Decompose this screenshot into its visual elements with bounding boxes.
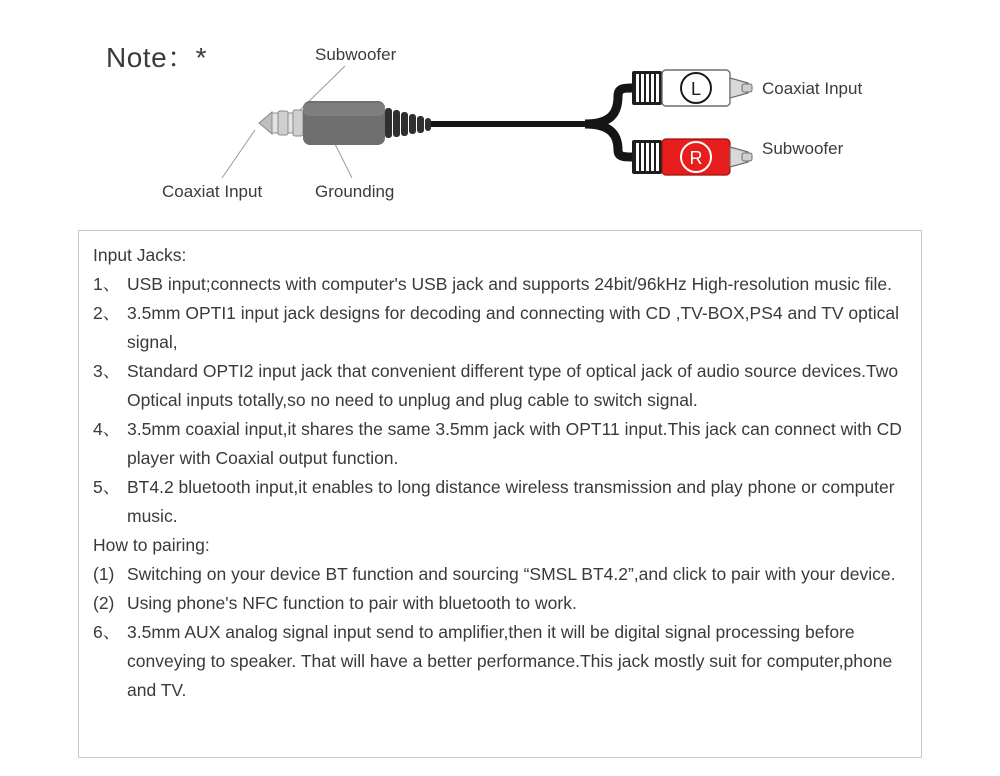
connector-letter-r: R — [689, 148, 703, 168]
pairing-marker: (2) — [93, 593, 115, 613]
label-subwoofer-right: Subwoofer — [762, 139, 844, 158]
list-marker: 2、 — [93, 303, 121, 323]
rca-connector-left — [632, 70, 752, 106]
connector-letter-l: L — [690, 79, 702, 99]
cable-diagram — [0, 0, 1000, 220]
list-marker: 5、 — [93, 477, 121, 497]
list-text: BT4.2 bluetooth input,it enables to long distance wireless transmission and play phone or computer music. — [127, 477, 895, 526]
list-item — [93, 415, 907, 473]
pairing-marker: (1) — [93, 564, 115, 584]
label-coaxial-input-right: Coaxiat Input — [762, 79, 863, 98]
input-jacks-panel — [78, 230, 922, 758]
list-text: 3.5mm coaxial input,it shares the same 3.5mm jack with OPT11 input.This jack can connect with CD player with Coaxial output function. — [127, 419, 902, 468]
list-item — [93, 618, 907, 705]
label-grounding: Grounding — [315, 182, 395, 201]
pairing-text: Using phone's NFC function to pair with bluetooth to work. — [127, 593, 577, 613]
pairing-heading: How to pairing: — [93, 535, 210, 555]
rca-connector-right — [632, 139, 752, 175]
list-text: Standard OPTI2 input jack that convenient different type of optical jack of audio source devices.Two Optical inputs totally,so no need to unplug and plug cable to switch signal. — [127, 361, 899, 410]
list-marker: 6、 — [93, 622, 121, 642]
list-text: 3.5mm OPTI1 input jack designs for decoding and connecting with CD ,TV-BOX,PS4 and TV optical signal, — [127, 303, 900, 352]
pairing-item — [93, 560, 907, 589]
cable-illustration — [0, 0, 1000, 220]
list-marker: 1、 — [93, 274, 121, 294]
list-item — [93, 299, 907, 357]
cable-path — [431, 88, 632, 157]
pairing-item — [93, 589, 907, 618]
note-label: Note：* — [106, 42, 208, 73]
label-coaxial-input-bottom: Coaxiat Input — [162, 182, 263, 201]
trs-plug — [259, 101, 431, 145]
list-item — [93, 473, 907, 531]
list-marker: 3、 — [93, 361, 121, 381]
list-item — [93, 270, 907, 299]
list-item — [93, 357, 907, 415]
list-marker: 4、 — [93, 419, 121, 439]
pairing-text: Switching on your device BT function and sourcing “SMSL BT4.2”,and click to pair with your device. — [127, 564, 896, 584]
list-text: 3.5mm AUX analog signal input send to amplifier,then it will be digital signal processing before conveying to speaker. That will have a better performance.This jack mostly suit for computer,phone and TV. — [127, 622, 893, 700]
label-subwoofer-top: Subwoofer — [315, 45, 397, 64]
panel-heading: Input Jacks: — [93, 245, 187, 265]
list-text: USB input;connects with computer's USB jack and supports 24bit/96kHz High-resolution music file. — [127, 274, 892, 294]
